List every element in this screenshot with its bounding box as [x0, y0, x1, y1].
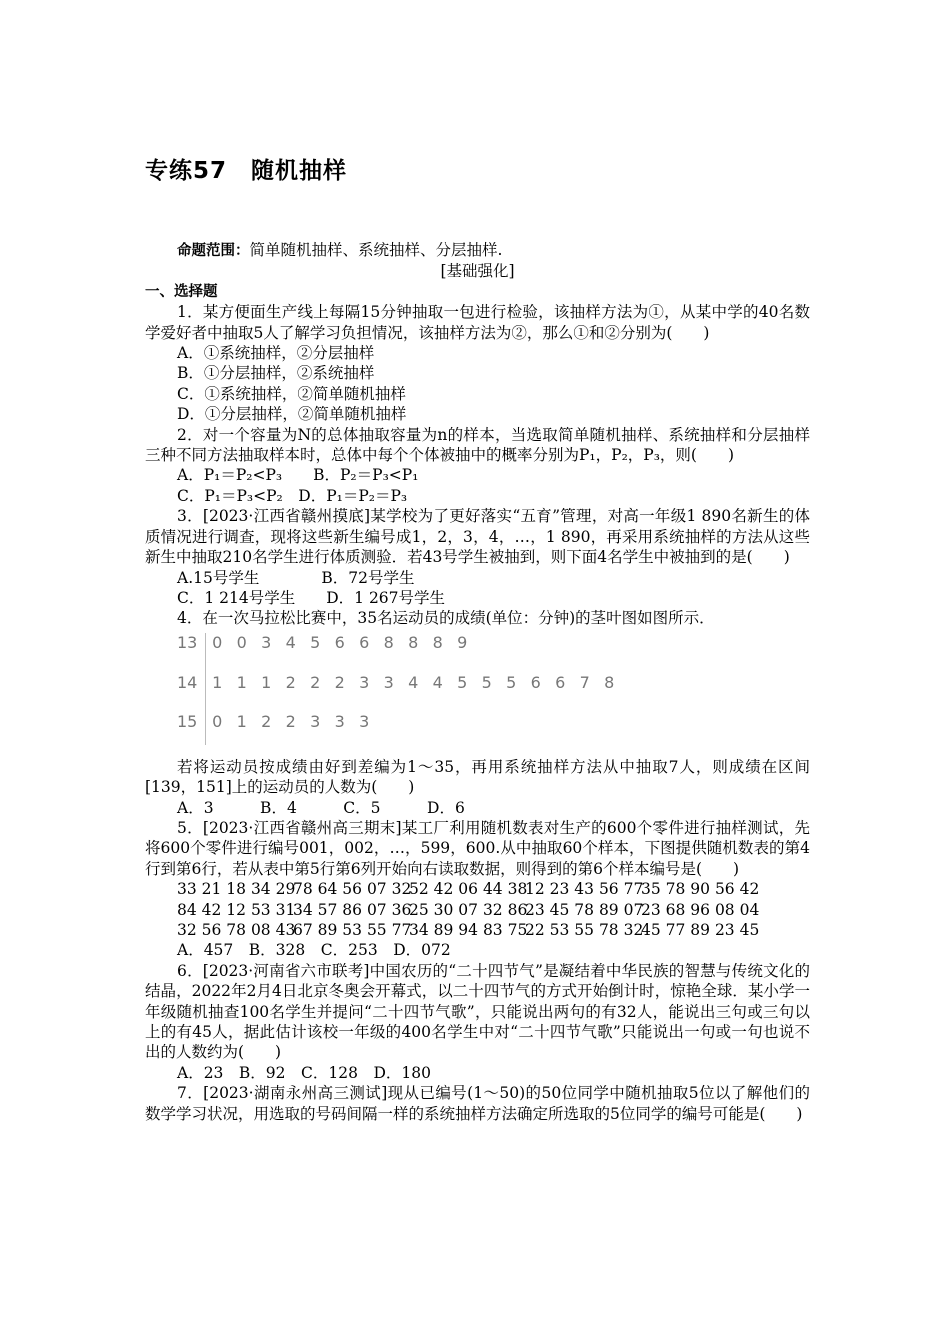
section-heading: 一、选择题 — [145, 283, 218, 300]
leaf-value: 6 — [334, 632, 345, 652]
leaf-value: 9 — [457, 632, 468, 652]
question-7-stem: 7．[2023·湖南永州高三测试]现从已编号(1～50)的50位同学中随机抽取5位以了解他们的数学学习状况，用选取的号码间隔一样的系统抽样方法确定所选取的5位同学的编号可能是( ) — [145, 1084, 810, 1123]
leaf-value: 8 — [604, 672, 615, 692]
question-4-stem: 4．在一次马拉松比赛中，35名运动员的成绩(单位：分钟)的茎叶图如图所示． — [177, 609, 715, 628]
question-1-option-a: A．①系统抽样，②分层抽样 — [177, 344, 375, 363]
leaf-value: 0 — [212, 711, 223, 731]
random-number-group: 67 89 53 55 77 — [293, 920, 412, 939]
question-5-options: A．457 B．328 C．253 D．072 — [177, 941, 451, 960]
document-body — [145, 240, 810, 1124]
question-3-options-ab: A.15号学生 B．72号学生 — [177, 568, 415, 587]
stem-value: 15 — [177, 711, 198, 731]
leaf-value: 8 — [432, 632, 443, 652]
random-number-group: 45 77 89 23 45 — [641, 920, 760, 939]
leaf-value: 4 — [408, 672, 419, 692]
leaf-value: 3 — [334, 711, 345, 731]
question-2-options-ab: A．P₁＝P₂<P₃ B．P₂＝P₃<P₁ — [177, 466, 419, 485]
stem-value: 14 — [177, 672, 198, 692]
random-table-row — [145, 879, 810, 899]
leaf-value: 0 — [212, 632, 223, 652]
leaf-value: 7 — [579, 672, 590, 692]
random-table-row — [145, 900, 810, 920]
random-number-group: 32 56 78 08 43 — [177, 920, 296, 939]
level-label: [基础强化] — [440, 262, 515, 281]
stem-leaf-plot — [145, 633, 810, 751]
leaf-value: 2 — [261, 711, 272, 731]
random-number-group: 84 42 12 53 31 — [177, 900, 296, 919]
random-number-table — [145, 879, 810, 940]
question-1-option-c: C．①系统抽样，②简单随机抽样 — [177, 384, 406, 403]
stem-value: 13 — [177, 632, 198, 652]
scope-label: 命题范围： — [177, 243, 250, 259]
question-1-stem: 1．某方便面生产线上每隔15分钟抽取一包进行检验，该抽样方法为①，从某中学的40名数学爱好者中抽取5人了解学习负担情况，该抽样方法为②，那么①和②分别为( ) — [145, 303, 810, 342]
leaf-value: 1 — [236, 672, 247, 692]
random-number-group: 23 68 96 08 04 — [641, 900, 760, 919]
leaf-value: 3 — [261, 632, 272, 652]
stem-leaf-row — [177, 633, 475, 653]
leaf-value: 3 — [383, 672, 394, 692]
random-number-group: 12 23 43 56 77 — [525, 880, 644, 899]
scope-text: 简单随机抽样、系统抽样、分层抽样. — [249, 241, 503, 259]
leaf-value: 3 — [359, 711, 370, 731]
question-2-options-cd: C．P₁＝P₃<P₂ D．P₁＝P₂＝P₃ — [177, 486, 408, 505]
question-4-followup: 若将运动员按成绩由好到差编为1～35，再用系统抽样方法从中抽取7人，则成绩在区间[139，151]上的运动员的人数为( ) — [145, 757, 810, 797]
random-number-group: 33 21 18 34 29 — [177, 880, 296, 899]
random-number-group: 22 53 55 78 32 — [525, 920, 644, 939]
scope-line — [145, 240, 810, 261]
leaf-value: 1 — [236, 711, 247, 731]
stem-leaf-row — [177, 712, 377, 732]
leaf-value: 5 — [481, 672, 492, 692]
leaf-value: 8 — [383, 632, 394, 652]
leaf-value: 0 — [236, 632, 247, 652]
question-3-options-cd: C．1 214号学生 D．1 267号学生 — [177, 588, 446, 607]
leaf-value: 4 — [432, 672, 443, 692]
random-table-row — [145, 920, 810, 940]
stem-leaf-row — [177, 673, 622, 693]
question-5-stem: 5．[2023·江西省赣州高三期末]某工厂利用随机数表对生产的600个零件进行抽样测试，先将600个零件进行编号001，002，…，599，600.从中抽取60个样本，下图提供随机数表的第4行到第6行，若从表中第5行第6列开始向右读取数据，则得到的第6个样本编号是( ) — [145, 818, 810, 878]
leaf-value: 5 — [310, 632, 321, 652]
leaf-value: 5 — [506, 672, 517, 692]
random-number-group: 34 57 86 07 36 — [293, 900, 412, 919]
question-2-stem: 2．对一个容量为N的总体抽取容量为n的样本，当选取简单随机抽样、系统抽样和分层抽样三种不同方法抽取样本时，总体中每个个体被抽中的概率分别为P₁，P₂，P₃，则( ) — [145, 425, 810, 465]
leaf-value: 5 — [457, 672, 468, 692]
random-number-group: 35 78 90 56 42 — [641, 880, 760, 899]
random-number-group: 52 42 06 44 38 — [409, 880, 528, 899]
random-number-group: 23 45 78 89 07 — [525, 900, 644, 919]
leaf-value: 6 — [530, 672, 541, 692]
leaf-value: 4 — [285, 632, 296, 652]
leaf-value: 6 — [555, 672, 566, 692]
page-title: 专练57 随机抽样 — [145, 158, 348, 184]
leaf-value: 8 — [408, 632, 419, 652]
leaf-value: 2 — [310, 672, 321, 692]
question-3-stem: 3．[2023·江西省赣州摸底]某学校为了更好落实“五育”管理，对高一年级1 890名新生的体质情况进行调查，现将这些新生编号成1，2，3，4，…，1 890，再采用系统抽样的方法从这些新生中抽取210名学生进行体质测验．若43号学生被抽到，则下面4名学生中被抽到的是( ) — [145, 507, 810, 567]
leaf-value: 6 — [359, 632, 370, 652]
leaf-value: 3 — [310, 711, 321, 731]
leaf-value: 2 — [285, 711, 296, 731]
leaf-value: 2 — [334, 672, 345, 692]
leaf-value: 1 — [212, 672, 223, 692]
random-number-group: 25 30 07 32 86 — [409, 900, 528, 919]
leaf-value: 1 — [261, 672, 272, 692]
question-6-stem: 6．[2023·河南省六市联考]中国农历的“二十四节气”是凝结着中华民族的智慧与传统文化的结晶，2022年2月4日北京冬奥会开幕式，以二十四节气的方式开始倒计时，惊艳全球．某小学一年级随机抽查100名学生并提问“二十四节气歌”，只能说出两句的有32人，能说出三句或三句以上的有45人，据此估计该校一年级的400名学生中对“二十四节气歌”只能说出一句或一句也说不出的人数约为( ) — [145, 961, 810, 1062]
question-1-option-b: B．①分层抽样，②系统抽样 — [177, 364, 375, 383]
leaf-value: 3 — [359, 672, 370, 692]
random-number-group: 78 64 56 07 32 — [293, 880, 412, 899]
question-6-options: A．23 B．92 C．128 D．180 — [177, 1063, 431, 1082]
question-1-option-d: D．①分层抽样，②简单随机抽样 — [177, 405, 407, 424]
question-4-options: A．3 B．4 C．5 D．6 — [177, 798, 465, 817]
random-number-group: 34 89 94 83 75 — [409, 920, 528, 939]
leaf-value: 2 — [285, 672, 296, 692]
